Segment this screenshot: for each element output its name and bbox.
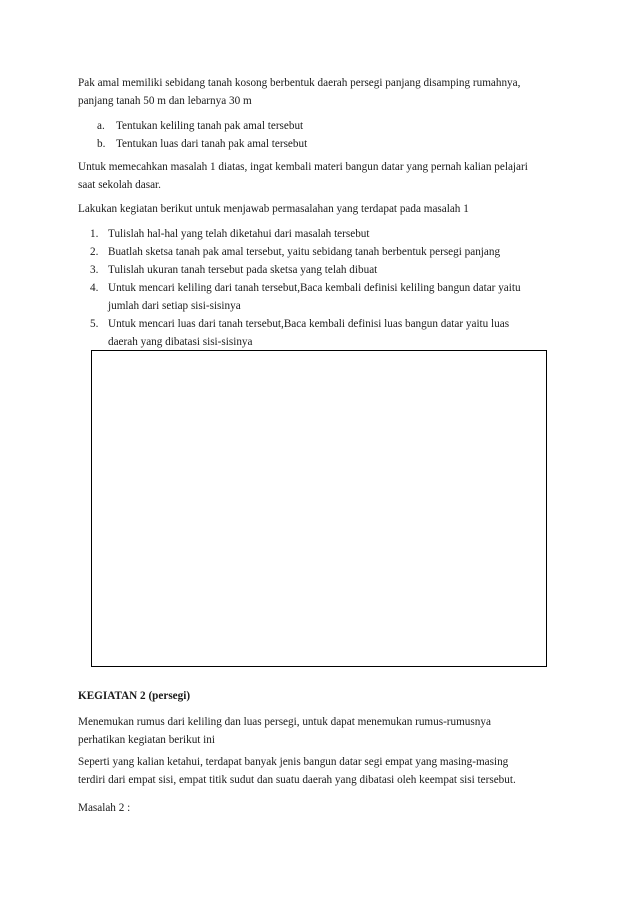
kegiatan-2-heading: KEGIATAN 2 (persegi) <box>78 690 191 702</box>
question-marker: b. <box>97 138 106 150</box>
step-text: Tulislah ukuran tanah tersebut pada sketsa yang telah dibuat <box>108 264 378 276</box>
step-item <box>78 225 564 243</box>
question-text: Tentukan luas dari tanah pak amal tersebut <box>116 138 308 150</box>
step-marker: 1. <box>90 228 99 240</box>
step-text: Tulislah hal-hal yang telah diketahui dari masalah tersebut <box>108 228 370 240</box>
solve-note-paragraph <box>78 158 564 194</box>
intro-line-2: panjang tanah 50 m dan lebarnya 30 m <box>78 95 252 107</box>
step-text-continued: daerah yang dibatasi sisi-sisinya <box>108 336 253 348</box>
kegiatan-2-para2-line-1: Seperti yang kalian ketahui, terdapat banyak jenis bangun datar segi empat yang masing-masing <box>78 756 509 768</box>
kegiatan-2-para1-line-2: perhatikan kegiatan berikut ini <box>78 734 215 746</box>
step-text: Buatlah sketsa tanah pak amal tersebut, yaitu sebidang tanah berbentuk persegi panjang <box>108 246 501 258</box>
step-marker: 3. <box>90 264 99 276</box>
intro-paragraph <box>78 74 564 110</box>
question-item <box>78 135 564 153</box>
step-item <box>78 261 564 279</box>
intro-line-1: Pak amal memiliki sebidang tanah kosong berbentuk daerah persegi panjang disamping rumahnya, <box>78 77 521 89</box>
step-item <box>78 279 564 315</box>
step-item <box>78 243 564 261</box>
question-text: Tentukan keliling tanah pak amal tersebut <box>116 120 304 132</box>
kegiatan-2-para2-line-2: terdiri dari empat sisi, empat titik sudut dan suatu daerah yang dibatasi oleh keempat sisi tersebut. <box>78 774 516 786</box>
solve-note-line-2: saat sekolah dasar. <box>78 179 161 191</box>
activity-intro: Lakukan kegiatan berikut untuk menjawab permasalahan yang terdapat pada masalah 1 <box>78 203 469 215</box>
step-text: Untuk mencari luas dari tanah tersebut,Baca kembali definisi luas bangun datar yaitu luas <box>108 318 510 330</box>
question-list <box>78 117 564 153</box>
steps-list <box>78 225 564 351</box>
step-item <box>78 315 564 351</box>
solve-note-line-1: Untuk memecahkan masalah 1 diatas, ingat kembali materi bangun datar yang pernah kalian pelajari <box>78 161 528 173</box>
kegiatan-2-para1-line-1: Menemukan rumus dari keliling dan luas persegi, untuk dapat menemukan rumus-rumusnya <box>78 716 491 728</box>
kegiatan-2-paragraph-1 <box>78 713 564 749</box>
step-marker: 4. <box>90 282 99 294</box>
step-text-continued: jumlah dari setiap sisi-sisinya <box>108 300 241 312</box>
masalah-2-label: Masalah 2 : <box>78 802 131 814</box>
step-marker: 2. <box>90 246 99 258</box>
kegiatan-2-paragraph-2 <box>78 753 564 789</box>
question-item <box>78 117 564 135</box>
question-marker: a. <box>97 120 105 132</box>
answer-box[interactable] <box>91 350 547 667</box>
step-marker: 5. <box>90 318 99 330</box>
step-text: Untuk mencari keliling dari tanah tersebut,Baca kembali definisi keliling bangun datar yaitu <box>108 282 521 294</box>
